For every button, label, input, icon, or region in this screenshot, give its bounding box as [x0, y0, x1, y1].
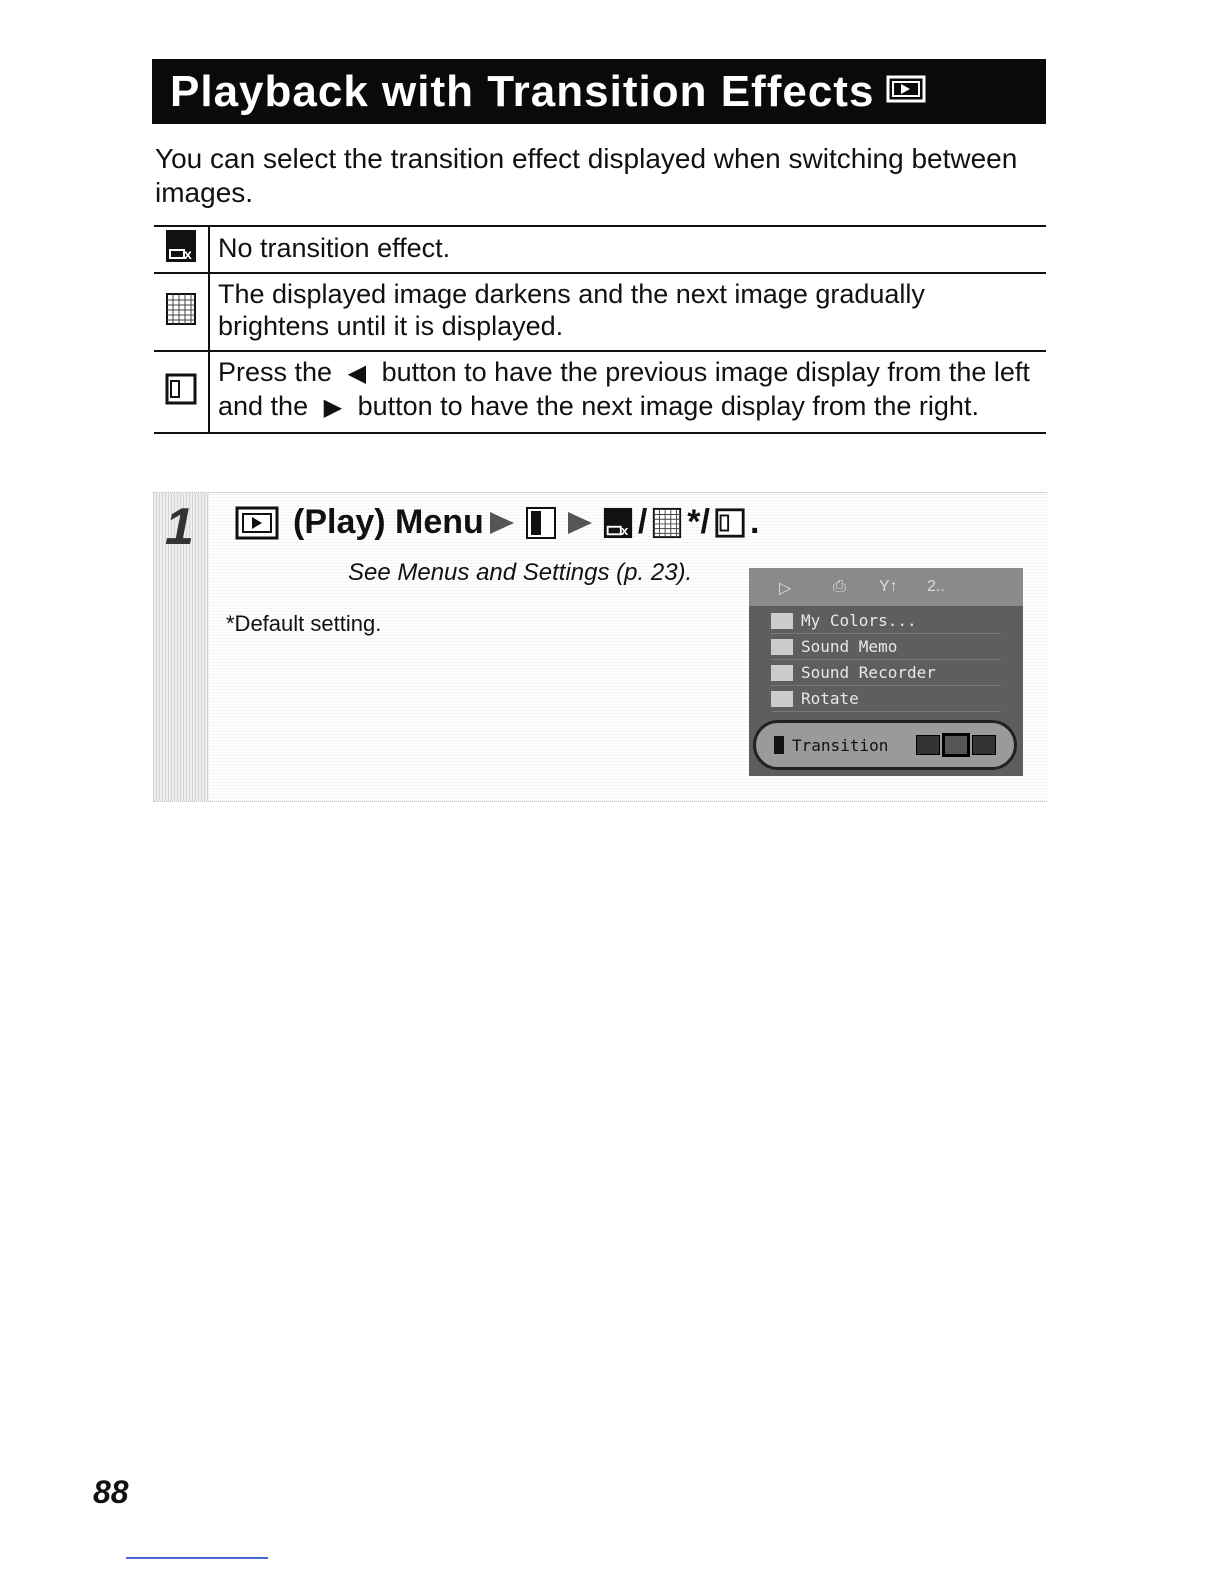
play-menu-icon: [235, 505, 279, 541]
effect-text-part: button to have the previous image display from the left and the: [218, 357, 1030, 421]
no-transition-icon: [916, 735, 940, 755]
menu-arrow-icon: [566, 508, 594, 538]
effect-text: The displayed image darkens and the next image gradually brightens until it is displayed.: [209, 273, 1046, 351]
effect-text: [209, 351, 1046, 433]
separator: /: [700, 503, 710, 541]
slide-icon: [154, 351, 209, 433]
effect-text-part: button to have the next image display from the right.: [357, 391, 979, 421]
camera-menu-item-label: Rotate: [801, 689, 859, 708]
transition-effects-table: [154, 225, 1046, 434]
menu-arrow-icon: [488, 508, 516, 538]
camera-menu-item-label: My Colors...: [801, 611, 917, 630]
default-marker: *: [687, 503, 701, 541]
page-title: Playback with Transition Effects: [170, 66, 875, 116]
slide-icon: [714, 506, 746, 540]
svg-text:x: x: [620, 522, 628, 538]
camera-menu-item: [771, 634, 1001, 660]
playback-mode-icon: [886, 74, 926, 109]
step-number: 1: [165, 498, 194, 556]
camera-menu-screenshot: [749, 568, 1023, 776]
footer-rule: [126, 1557, 268, 1559]
effect-row-slide: [154, 351, 1046, 433]
heading-period: .: [749, 503, 760, 541]
sound-memo-icon: [771, 639, 793, 655]
effect-text: No transition effect.: [209, 226, 1046, 273]
no-transition-icon: [154, 226, 209, 273]
camera-menu-item: [771, 660, 1001, 686]
fade-icon: [944, 735, 968, 755]
rotate-icon: [771, 691, 793, 707]
camera-play-tab-icon: ▷: [779, 580, 792, 597]
step-heading: [231, 503, 759, 542]
step-block: [153, 492, 1047, 802]
effect-text-part: Press the: [218, 357, 333, 387]
camera-print-tab-icon: ⎙: [833, 578, 846, 595]
my-colors-icon: [771, 613, 793, 629]
effect-row-none: [154, 226, 1046, 273]
camera-setup-tab: Y↑: [879, 578, 898, 595]
right-arrow-icon: ▶: [323, 394, 343, 421]
camera-highlight-label: Transition: [792, 735, 889, 755]
camera-menu-item-label: Sound Recorder: [801, 663, 936, 682]
fade-icon: [651, 506, 683, 540]
microphone-icon: [771, 665, 793, 681]
transition-menu-icon: [524, 505, 558, 541]
camera-mymenu-tab: 2..: [927, 578, 945, 595]
effect-row-fade: [154, 273, 1046, 351]
page-number: 88: [93, 1474, 129, 1510]
camera-menu-tabs: [749, 568, 1023, 606]
slide-icon: [972, 735, 996, 755]
camera-transition-row: [753, 720, 1017, 770]
transition-menu-icon: [774, 736, 784, 754]
left-arrow-icon: ◀: [347, 360, 367, 387]
svg-text:x: x: [184, 246, 192, 262]
menu-label: (Play) Menu: [293, 503, 484, 541]
page-title-bar: [152, 59, 1046, 124]
camera-menu-item: [771, 686, 1001, 712]
intro-text: You can select the transition effect displayed when switching between images.: [155, 143, 1018, 208]
no-transition-icon: [602, 506, 634, 540]
camera-menu-item: [771, 608, 1001, 634]
default-setting-note: *Default setting.: [226, 611, 382, 636]
camera-menu-item-label: Sound Memo: [801, 637, 898, 656]
separator: /: [637, 503, 648, 541]
camera-menu-list: [771, 608, 1001, 712]
see-menus-reference: See Menus and Settings (p. 23).: [348, 559, 693, 586]
transition-options: [916, 735, 996, 755]
fade-icon: [154, 273, 209, 351]
